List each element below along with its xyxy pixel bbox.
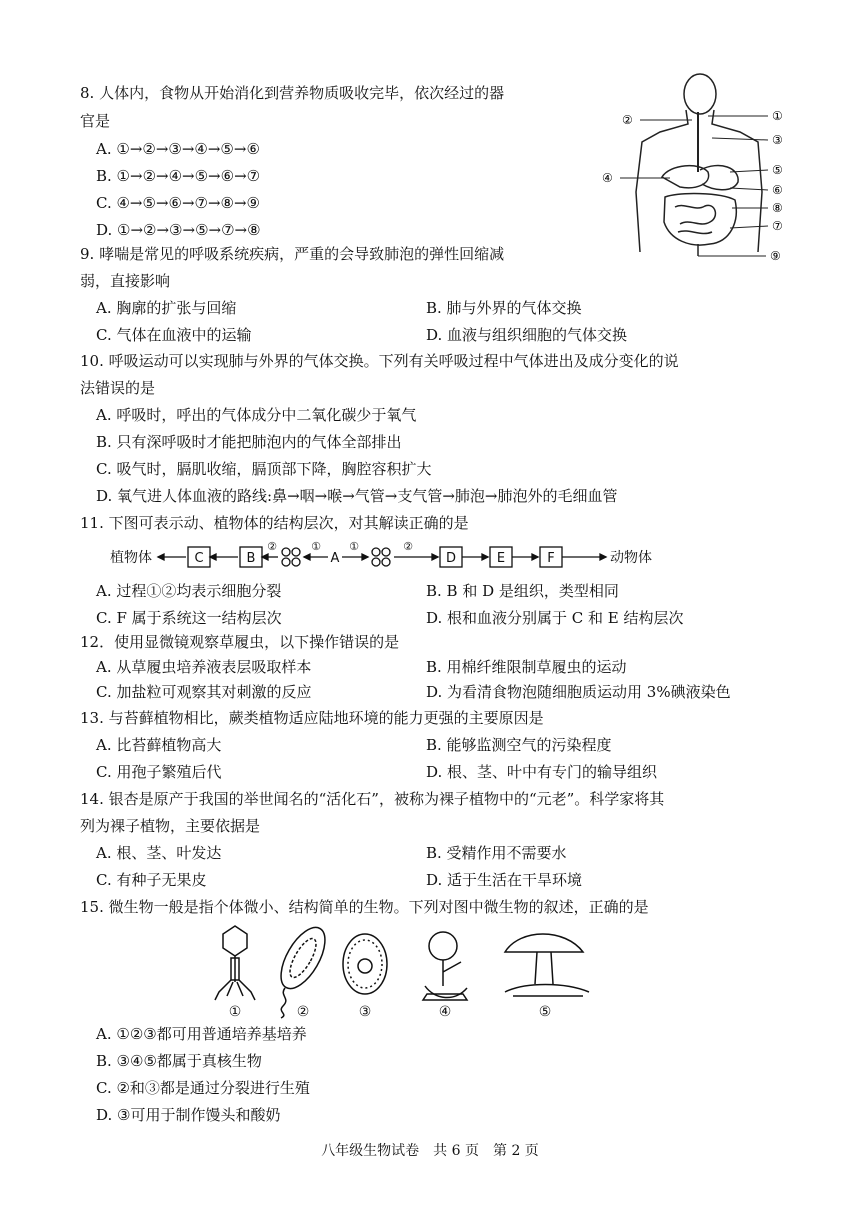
fig-label-5: ⑤ — [772, 163, 783, 177]
box-e: E — [496, 551, 506, 566]
q8-option-a[interactable]: A. ①→②→③→④→⑤→⑥ — [96, 140, 260, 158]
q9-option-a[interactable]: A. 胸廓的扩张与回缩 — [96, 299, 237, 317]
q15-option-d[interactable]: D. ③可用于制作馒头和酸奶 — [96, 1106, 281, 1124]
q15-option-c[interactable]: C. ②和③都是通过分裂进行生殖 — [96, 1079, 310, 1097]
fig-label-1: ① — [772, 109, 783, 123]
box-c: C — [194, 551, 204, 566]
q10-option-b[interactable]: B. 只有深呼吸时才能把肺泡内的气体全部排出 — [96, 433, 402, 451]
process-label-1b: ① — [349, 540, 359, 553]
q10-option-d[interactable]: D. 氧气进人体血液的路线:鼻→咽→喉→气管→支气管→肺泡→肺泡外的毛细血管 — [96, 487, 618, 505]
fig-label-7: ⑦ — [772, 219, 783, 233]
fig-label-8: ⑧ — [772, 201, 783, 215]
q9-option-d[interactable]: D. 血液与组织细胞的气体交换 — [426, 326, 628, 344]
micro-label-3: ③ — [358, 1004, 372, 1020]
fig-label-9: ⑨ — [770, 249, 781, 263]
q12-option-d[interactable]: D. 为看清食物泡随细胞质运动用 3%碘液染色 — [426, 683, 731, 701]
micro-label-5: ⑤ — [538, 1004, 552, 1020]
q10-stem-line2: 法错误的是 — [80, 379, 156, 397]
q14-option-c[interactable]: C. 有种子无果皮 — [96, 871, 207, 889]
mold-icon — [423, 932, 467, 1000]
q12-option-b[interactable]: B. 用棉纤维限制草履虫的运动 — [426, 658, 627, 676]
fig-label-3: ③ — [772, 133, 783, 147]
q10-option-a[interactable]: A. 呼吸时，呼出的气体成分中二氧化碳少于氧气 — [96, 406, 417, 424]
structure-levels-diagram — [110, 540, 670, 574]
fig-label-4: ④ — [602, 171, 613, 185]
box-d: D — [445, 551, 457, 566]
q15-option-b[interactable]: B. ③④⑤都属于真核生物 — [96, 1052, 262, 1070]
q8-option-d[interactable]: D. ①→②→③→⑤→⑦→⑧ — [96, 221, 261, 239]
q15-option-a[interactable]: A. ①②③都可用普通培养基培养 — [96, 1025, 307, 1043]
q12-stem: 12．使用显微镜观察草履虫，以下操作错误的是 — [80, 633, 400, 651]
micro-label-4: ④ — [438, 1004, 452, 1020]
microorganisms-figure — [205, 922, 605, 1020]
q12-option-c[interactable]: C. 加盐粒可观察其对刺激的反应 — [96, 683, 312, 701]
fig-label-2: ② — [622, 113, 633, 127]
q14-stem-line1: 14. 银杏是原产于我国的举世闻名的“活化石”，被称为裸子植物中的“元老”。科学家将其 — [80, 790, 665, 808]
q10-option-c[interactable]: C. 吸气时，膈肌收缩，膈顶部下降，胸腔容积扩大 — [96, 460, 432, 478]
box-f: F — [547, 551, 555, 566]
q10-stem-line1: 10. 呼吸运动可以实现肺与外界的气体交换。下列有关呼吸过程中气体进出及成分变化的说 — [80, 352, 679, 370]
q12-option-a[interactable]: A. 从草履虫培养液表层吸取样本 — [96, 658, 312, 676]
q11-option-c[interactable]: C. F 属于系统这一结构层次 — [96, 609, 282, 627]
q9-stem-line1: 9. 哮喘是常见的呼吸系统疾病，严重的会导致肺泡的弹性回缩减 — [80, 245, 505, 263]
q9-option-c[interactable]: C. 气体在血液中的运输 — [96, 326, 252, 344]
q13-stem: 13. 与苔藓植物相比，蕨类植物适应陆地环境的能力更强的主要原因是 — [80, 709, 544, 727]
q13-option-b[interactable]: B. 能够监测空气的污染程度 — [426, 736, 612, 754]
q11-option-b[interactable]: B. B 和 D 是组织，类型相同 — [426, 582, 619, 600]
q14-stem-line2: 列为裸子植物，主要依据是 — [80, 817, 261, 835]
q8-stem-line1: 8. 人体内，食物从开始消化到营养物质吸收完毕，依次经过的器 — [80, 84, 505, 102]
q15-stem: 15. 微生物一般是指个体微小、结构简单的生物。下列对图中微生物的叙述，正确的是 — [80, 898, 649, 916]
animal-label: 动物体 — [610, 550, 652, 566]
process-label-2a: ② — [267, 540, 277, 553]
q14-option-a[interactable]: A. 根、茎、叶发达 — [96, 844, 222, 862]
q11-option-a[interactable]: A. 过程①②均表示细胞分裂 — [96, 582, 282, 600]
fig-label-6: ⑥ — [772, 183, 783, 197]
q11-stem: 11. 下图可表示动、植物体的结构层次，对其解读正确的是 — [80, 514, 469, 532]
yeast-cell-icon — [343, 934, 387, 994]
mushroom-icon — [505, 934, 589, 996]
q14-option-d[interactable]: D. 适于生活在干旱环境 — [426, 871, 583, 889]
process-label-2b: ② — [403, 540, 413, 553]
process-label-1a: ① — [311, 540, 321, 553]
q8-option-b[interactable]: B. ①→②→④→⑤→⑥→⑦ — [96, 167, 261, 185]
q13-option-c[interactable]: C. 用孢子繁殖后代 — [96, 763, 222, 781]
digestive-system-figure — [600, 72, 790, 272]
page-footer: 八年级生物试卷 共 6 页 第 2 页 — [321, 1143, 539, 1159]
micro-label-2: ② — [296, 1004, 310, 1020]
box-b: B — [246, 551, 256, 566]
q8-stem-line2: 官是 — [80, 112, 111, 130]
q14-option-b[interactable]: B. 受精作用不需要水 — [426, 844, 567, 862]
plant-label: 植物体 — [110, 550, 152, 566]
q13-option-d[interactable]: D. 根、茎、叶中有专门的输导组织 — [426, 763, 658, 781]
q13-option-a[interactable]: A. 比苔藓植物高大 — [96, 736, 222, 754]
q9-stem-line2: 弱，直接影响 — [80, 272, 171, 290]
center-a: A — [330, 551, 340, 566]
bacteriophage-icon — [215, 926, 255, 1000]
q9-option-b[interactable]: B. 肺与外界的气体交换 — [426, 299, 582, 317]
q8-option-c[interactable]: C. ④→⑤→⑥→⑦→⑧→⑨ — [96, 194, 261, 212]
micro-label-1: ① — [228, 1004, 242, 1020]
q11-option-d[interactable]: D. 根和血液分别属于 C 和 E 结构层次 — [426, 609, 684, 627]
